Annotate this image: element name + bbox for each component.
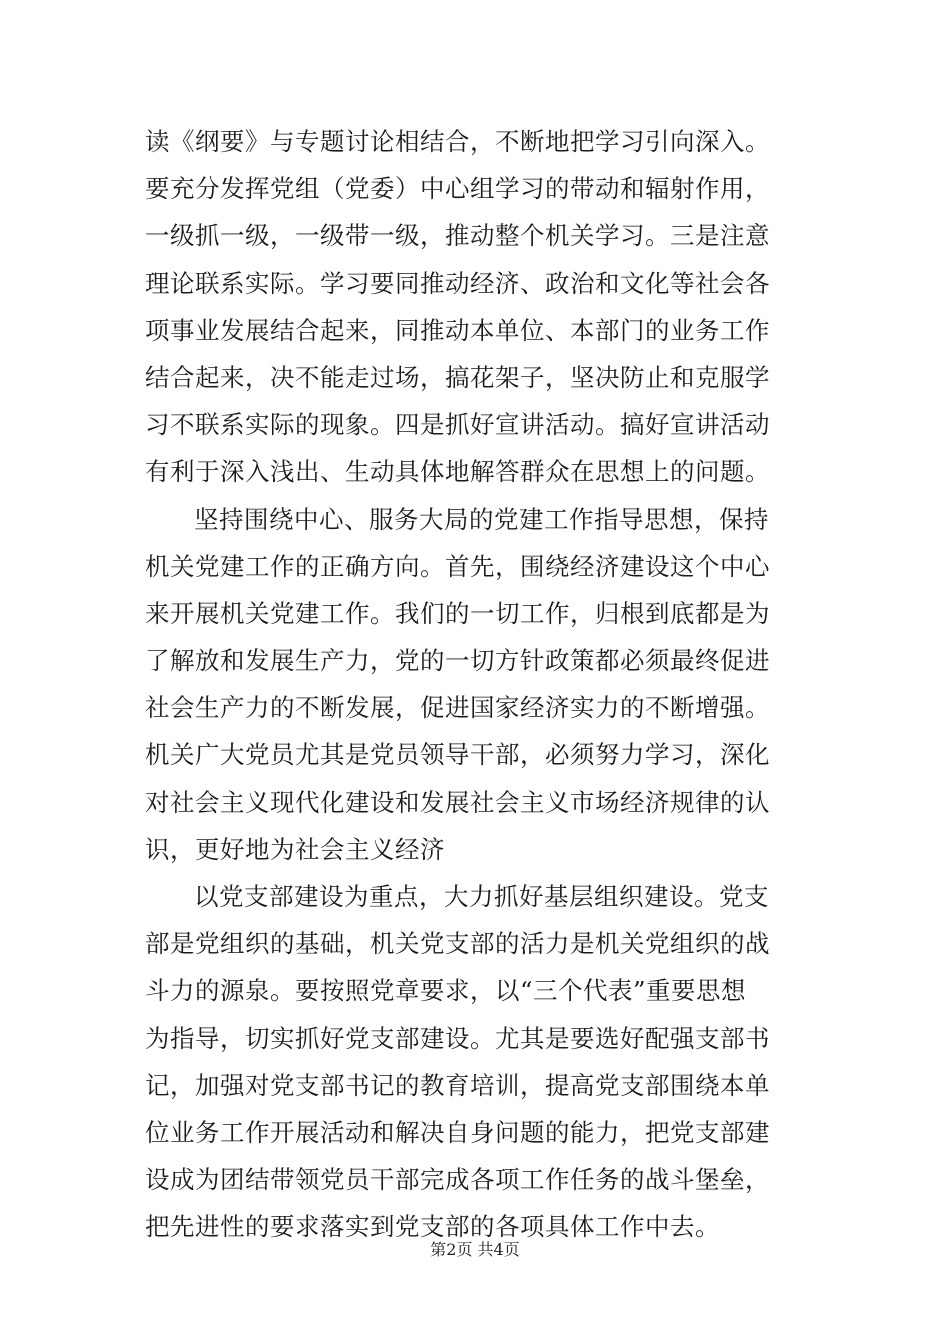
paragraph-2	[145, 496, 810, 874]
text-line: 机关广大党员尤其是党员领导干部，必须努力学习，深化	[145, 740, 770, 770]
text-line: 识，更好地为社会主义经济	[145, 834, 445, 864]
text-line: 对社会主义现代化建设和发展社会主义市场经济规律的认	[145, 787, 770, 817]
text-line: 有利于深入浅出、生动具体地解答群众在思想上的问题。	[145, 457, 770, 487]
page-number-label: 第2页 共4页	[430, 1240, 520, 1259]
text-line: 项事业发展结合起来，同推动本单位、本部门的业务工作	[145, 315, 770, 345]
text-line: 社会生产力的不断发展，促进国家经济实力的不断增强。	[145, 693, 770, 723]
text-line: 了解放和发展生产力，党的一切方针政策都必须最终促进	[145, 646, 770, 676]
text-line: 习不联系实际的现象。四是抓好宣讲活动。搞好宣讲活动	[145, 410, 770, 440]
text-line: 位业务工作开展活动和解决自身问题的能力，把党支部建	[145, 1117, 770, 1147]
text-line: 为指导，切实抓好党支部建设。尤其是要选好配强支部书	[145, 1023, 770, 1053]
text-line: 结合起来，决不能走过场，搞花架子，坚决防止和克服学	[145, 362, 770, 392]
text-line: 设成为团结带领党员干部完成各项工作任务的战斗堡垒，	[145, 1165, 770, 1195]
paragraph-1	[145, 118, 810, 496]
text-line: 记，加强对党支部书记的教育培训，提高党支部围绕本单	[145, 1070, 770, 1100]
text-line: 坚持围绕中心、服务大局的党建工作指导思想，保持	[194, 504, 769, 534]
page-footer	[0, 1240, 950, 1260]
paragraph-3	[145, 873, 810, 1251]
text-line: 部是党组织的基础，机关党支部的活力是机关党组织的战	[145, 929, 770, 959]
text-line: 一级抓一级，一级带一级，推动整个机关学习。三是注意	[145, 221, 770, 251]
text-line: 斗力的源泉。要按照党章要求，以“三个代表”重要思想	[145, 976, 747, 1006]
text-line: 以党支部建设为重点，大力抓好基层组织建设。党支	[194, 882, 769, 911]
text-line: 机关党建工作的正确方向。首先，围绕经济建设这个中心	[145, 551, 770, 581]
text-line: 要充分发挥党组（党委）中心组学习的带动和辐射作用，	[145, 174, 770, 204]
document-body	[145, 118, 810, 1251]
text-line: 读《纲要》与专题讨论相结合，不断地把学习引向深入。	[145, 127, 770, 156]
text-line: 把先进性的要求落实到党支部的各项具体工作中去。	[145, 1212, 720, 1242]
text-line: 理论联系实际。学习要同推动经济、政治和文化等社会各	[145, 268, 770, 298]
text-line: 来开展机关党建工作。我们的一切工作，归根到底都是为	[145, 598, 770, 628]
